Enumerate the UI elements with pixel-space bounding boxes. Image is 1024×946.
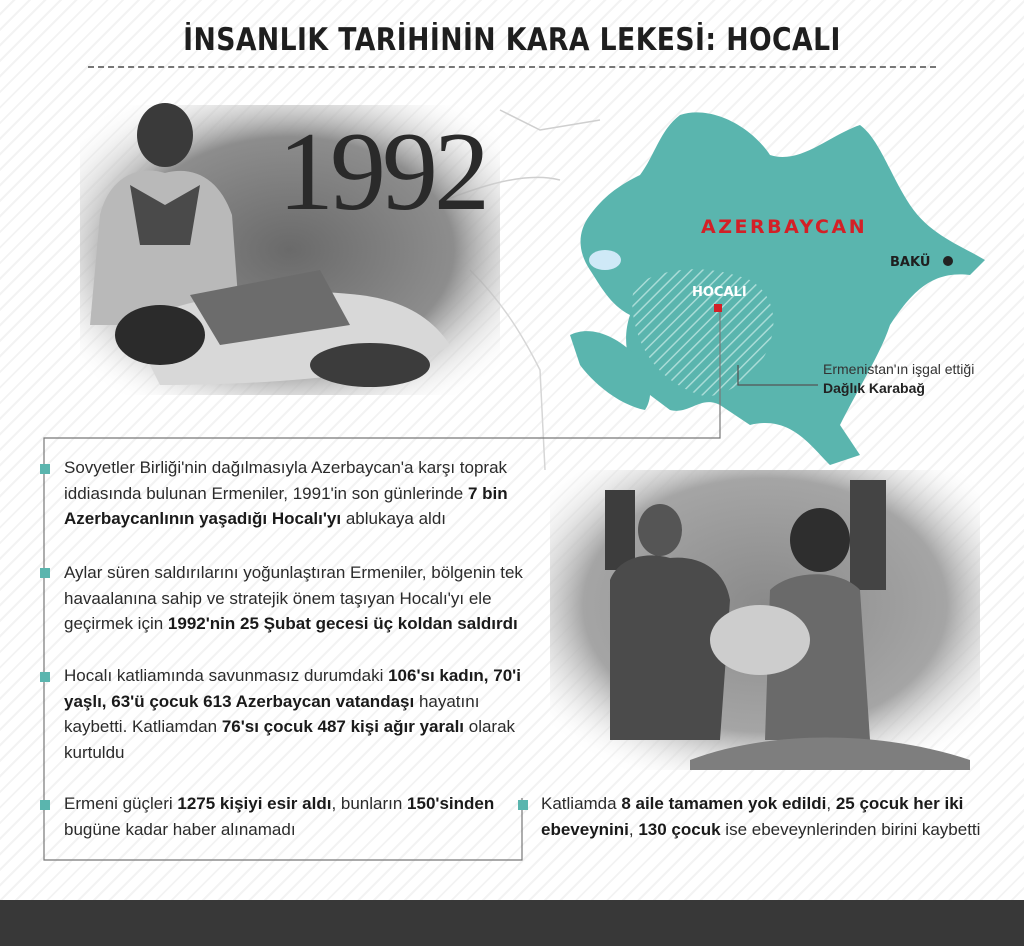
fact-5-segment: Katliamda: [541, 794, 622, 813]
fact-4-segment: , bunların: [331, 794, 408, 813]
fact-4: [64, 791, 504, 842]
fact-bullet: [518, 800, 528, 810]
fact-3-segment: 106'sı kadın, 70'i yaşlı, 63'ü çocuk 613 Azerbaycan vatandaşı: [64, 666, 521, 711]
fact-bullet: [40, 800, 50, 810]
fact-2-segment: 1992'nin 25 Şubat gecesi üç koldan saldırdı: [167, 614, 518, 633]
fact-3-segment: 76'sı çocuk 487 kişi ağır yaralı: [221, 717, 465, 736]
fact-5: [541, 791, 991, 842]
fact-2-segment: Aylar süren saldırılarını yoğunlaştıran Ermeniler, bölgenin tek havaalanına sahip ve stratejik önem taşıyan Hocalı'yı ele geçirmek için: [64, 563, 523, 633]
fact-bullet: [40, 568, 50, 578]
fact-5-segment: ise ebeveynlerinden birini kaybetti: [720, 819, 981, 839]
fact-2: [64, 560, 534, 637]
fact-4-segment: 1275 kişiyi esir aldı: [177, 794, 332, 813]
fact-5-segment: 8 aile tamamen yok edildi: [621, 794, 827, 813]
fact-1-segment: 7 bin Azerbaycanlının yaşadığı Hocalı'yı: [64, 483, 508, 528]
country-label: AZERBAYCAN: [701, 216, 868, 238]
fact-5-segment: ,: [826, 794, 836, 813]
fact-5-segment: 130 çocuk: [638, 819, 721, 839]
page-title: İNSANLIK TARİHİNİN KARA LEKESİ: HOCALI: [183, 22, 841, 58]
fact-4-segment: 150'sinden: [407, 794, 495, 813]
fact-4-segment: Ermeni güçleri: [64, 794, 178, 813]
fact-1: [64, 455, 534, 532]
fact-3: [64, 663, 534, 765]
lake-sevan: [589, 250, 621, 270]
baku-label: BAKÜ: [890, 255, 931, 270]
fact-3-segment: hayatını kaybetti. Katliamdan: [64, 691, 480, 736]
fact-1-segment: Sovyetler Birliği'nin dağılmasıyla Azerbaycan'a karşı toprak iddiasında bulunan Ermeniler, 1991'in son günlerinde: [64, 458, 508, 503]
year-label: 1992: [278, 110, 486, 234]
fact-4-segment: bugüne kadar haber alınamadı: [64, 819, 296, 839]
footer-bar: [0, 900, 1024, 946]
fact-5-segment: ,: [628, 819, 639, 839]
bottom-photo: [550, 470, 980, 770]
fact-5-segment: 25 çocuk her iki ebeveynini: [541, 794, 964, 839]
occupied-region-name: Dağlık Karabağ: [823, 380, 925, 396]
fact-3-segment: Hocalı katliamında savunmasız durumdaki: [64, 666, 389, 685]
bottom-photo-image: [550, 470, 980, 770]
baku-dot: [943, 256, 953, 266]
fact-3-segment: olarak kurtuldu: [64, 717, 516, 762]
fact-bullet: [40, 672, 50, 682]
hocali-label: HOCALI: [692, 285, 747, 300]
occupied-description: Ermenistan'ın işgal ettiği: [823, 361, 975, 377]
title-divider: [88, 66, 936, 68]
fact-1-segment: ablukaya aldı: [341, 509, 446, 528]
fact-bullet: [40, 464, 50, 474]
